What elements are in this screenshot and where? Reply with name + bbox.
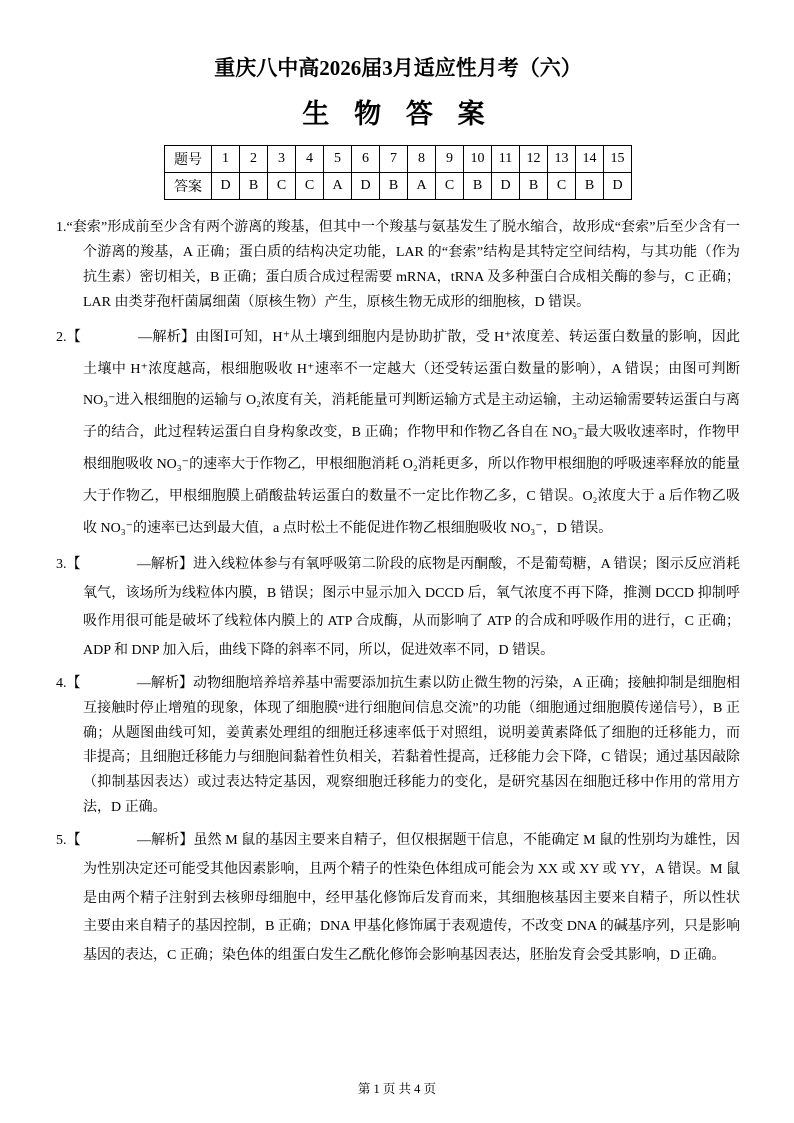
answer-cell: B (380, 173, 408, 200)
answer-cell: B (464, 173, 492, 200)
answer-cell: D (212, 173, 240, 200)
question-number-row (165, 146, 632, 173)
answer-cell: C (296, 173, 324, 200)
question-number-label: 题号 (165, 146, 212, 173)
explanation-paragraph-4: 4.【 —解析】动物细胞培养培养基中需要添加抗生素以防止微生物的污染，A 正确；接触抑制是细胞相互接触时停止增殖的现象，体现了细胞膜“进行细胞间信息交流”的功能（细胞通过细胞膜传递信号），B 正确；从题图曲线可知，姜黄素处理组的细胞迁移速率低于对照组，说明姜黄素降低了细胞的迁移能力，而非提高；且细胞迁移能力与细胞间黏着性负相关，若黏着性提高，迁移能力会下降，C 错误；通过基因敲除（抑制基因表达）或过表达特定基因，观察细胞迁移能力的变化，是研究基因在细胞迁移中作用的常用方法，D 正确。 (56, 675, 740, 816)
answer-cell: B (520, 173, 548, 200)
question-number-cell: 10 (464, 146, 492, 173)
explanations-section (56, 216, 740, 971)
answer-label: 答案 (165, 173, 212, 200)
subject-title: 生 物 答 案 (302, 99, 494, 129)
question-number-cell: 2 (240, 146, 268, 173)
answer-cell: C (268, 173, 296, 200)
explanation-paragraph-1: 1.“套索”形成前至少含有两个游离的羧基，但其中一个羧基与氨基发生了脱水缩合，故形成“套索”后至少含有一个游离的羧基，A 正确；蛋白质的结构决定功能，LAR 的“套索”结构是其特定空间结构，与其功能（作为抗生素）密切相关，B 正确；蛋白质合成过程需要 mRNA，tRNA 及多种蛋白合成相关酶的参与，C 正确；LAR 由类芽孢杆菌属细菌（原核生物）产生，原核生物无成形的细胞核，D 错误。 (56, 220, 740, 310)
question-number-cell: 13 (548, 146, 576, 173)
question-number-cell: 14 (576, 146, 604, 173)
question-number-cell: 3 (268, 146, 296, 173)
answer-cell: B (576, 173, 604, 200)
question-number-cell: 7 (380, 146, 408, 173)
answer-cell: C (436, 173, 464, 200)
answer-cell: D (352, 173, 380, 200)
question-number-cell: 1 (212, 146, 240, 173)
answer-cell: A (408, 173, 436, 200)
page-footer: 第 1 页 共 4 页 (357, 1082, 437, 1096)
explanation-paragraph-5: 5.【 —解析】虽然 M 鼠的基因主要来自精子，但仅根据题干信息，不能确定 M 鼠的性别均为雄性，因为性别决定还可能受其他因素影响，且两个精子的性染色体组成可能会为 XX 或 XY 或 YY，A 错误。M 鼠是由两个精子注射到去核卵母细胞中，经甲基化修饰后发育而来，其细胞核基因主要来自精子，所以性状主要由来自精子的基因控制，B 正确；DNA 甲基化修饰属于表观遗传，不改变 DNA 的碱基序列，只是影响基因的表达，C 正确；染色体的组蛋白发生乙酰化修饰会影响基因表达，胚胎发育会受其影响，D 正确。 (56, 833, 740, 963)
question-number-cell: 8 (408, 146, 436, 173)
question-number-cell: 4 (296, 146, 324, 173)
question-number-cell: 12 (520, 146, 548, 173)
answer-cell: C (548, 173, 576, 200)
question-number-cell: 9 (436, 146, 464, 173)
exam-title: 重庆八中高2026届3月适应性月考（六） (214, 56, 582, 80)
answer-cell: A (324, 173, 352, 200)
answer-row (165, 173, 632, 200)
answer-cell: D (604, 173, 632, 200)
answer-table (164, 145, 632, 200)
question-number-cell: 5 (324, 146, 352, 173)
explanation-paragraph-2: 2.【 —解析】由图Ⅰ可知，H⁺从土壤到细胞内是协助扩散，受 H⁺浓度差、转运蛋白数量的影响，因此土壤中 H⁺浓度越高，根细胞吸收 H⁺速率不一定越大（还受转运蛋白数量的影响），A 错误；由图可判断 NO₃⁻进入根细胞的运输与 O₂浓度有关，消耗能量可判断运输方式是主动运输，主动运输需要转运蛋白与离子的结合，此过程转运蛋白自身构象改变，B 正确；作物甲和作物乙各自在 NO₃⁻最大吸收速率时，作物甲根细胞吸收 NO₃⁻的速率大于作物乙，甲根细胞消耗 O₂消耗更多，所以作物甲根细胞的呼吸速率释放的能量大于作物乙，甲根细胞膜上硝酸盐转运蛋白的数量不一定比作物乙多，C 错误。O₂浓度大于 a 后作物乙吸收 NO₃⁻的速率已达到最大值，a 点时松土不能促进作物乙根细胞吸收 NO₃⁻，D 错误。 (56, 329, 740, 537)
answer-cell: D (492, 173, 520, 200)
question-number-cell: 11 (492, 146, 520, 173)
question-number-cell: 15 (604, 146, 632, 173)
answer-cell: B (240, 173, 268, 200)
question-number-cell: 6 (352, 146, 380, 173)
explanation-paragraph-3: 3.【 —解析】进入线粒体参与有氧呼吸第二阶段的底物是丙酮酸，不是葡萄糖，A 错误；图示反应消耗氧气，该场所为线粒体内膜，B 错误；图示中显示加入 DCCD 后，氧气浓度不再下降，推测 DCCD 抑制呼吸作用很可能是破坏了线粒体内膜上的 ATP 合成酶，从而影响了 ATP 的合成和呼吸作用的进行，C 正确；ADP 和 DNP 加入后，曲线下降的斜率不同，所以，促进效率不同，D 错误。 (56, 556, 740, 659)
